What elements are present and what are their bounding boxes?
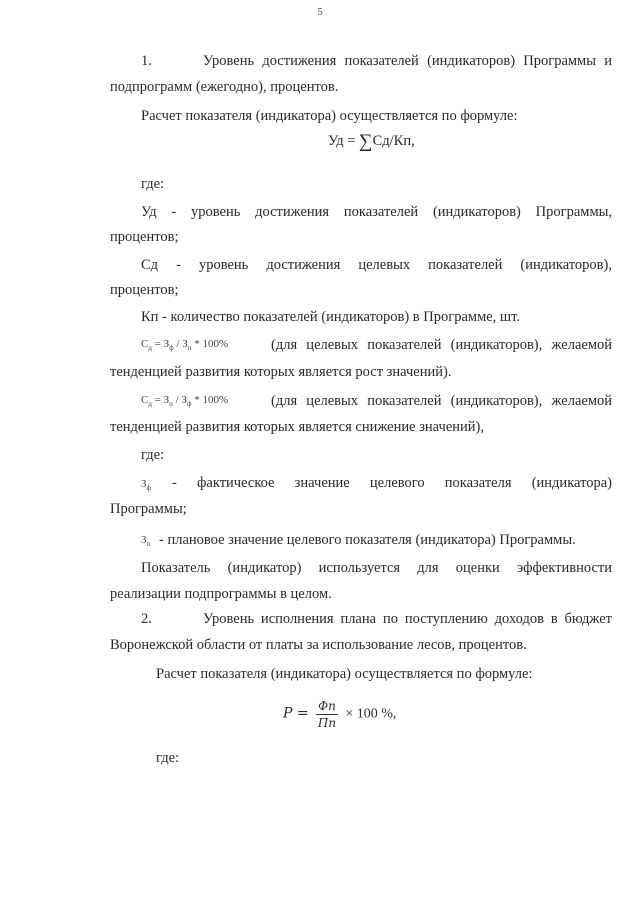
formula-growth-desc-line-1: (для целевых показателей (индикаторов), желаемой: [271, 337, 612, 353]
section-1-title-line-1: Уровень достижения показателей (индикаторов) Программы и: [203, 53, 612, 69]
sum-symbol: ∑: [359, 131, 373, 152]
formula-p-lhs: P =: [283, 705, 309, 722]
formula-p-rhs: × 100 %,: [345, 706, 397, 722]
formula-ud: [328, 131, 415, 153]
formula-sd-growth: $С_д = З_ф / З_п * 100\%$: [141, 338, 229, 352]
section-2-title-line-2: Воронежской области от платы за использование лесов, процентов.: [110, 637, 527, 653]
section-1-number: 1.: [141, 53, 152, 69]
where-label-2: где:: [141, 447, 165, 463]
where-label-3: где:: [156, 750, 180, 766]
formula-ud-rhs: Сд/Кп,: [372, 133, 415, 149]
zf-symbol: $З_ф$: [141, 478, 152, 492]
formula-decrease-desc-line-2: тенденцией развития которых является снижение значений),: [110, 419, 484, 435]
formula-p: [283, 699, 396, 730]
ud-definition-line-1: Уд - уровень достижения показателей (индикаторов) Программы,: [141, 204, 612, 220]
section-2-calc-text: Расчет показателя (индикатора) осуществляется по формуле:: [156, 666, 533, 682]
page-number: 5: [317, 6, 323, 18]
zp-definition: - плановое значение целевого показателя (индикатора) Программы.: [159, 532, 576, 548]
zp-symbol: $З_п$: [141, 534, 151, 548]
sd-definition-line-1: Сд - уровень достижения целевых показателей (индикаторов),: [141, 257, 612, 273]
section-2-title-line-1: Уровень исполнения плана по поступлению доходов в бюджет: [203, 611, 612, 627]
kp-definition: Кп - количество показателей (индикаторов) в Программе, шт.: [141, 309, 520, 325]
zf-definition-line-2: Программы;: [110, 501, 187, 517]
usage-line-2: реализации подпрограммы в целом.: [110, 586, 332, 602]
formula-ud-lhs: Уд =: [328, 133, 360, 149]
fraction-denominator: Пп: [317, 716, 337, 730]
formula-sd-decrease: $С_д = З_п / З_ф * 100\%$: [141, 394, 229, 408]
usage-line-1: Показатель (индикатор) используется для оценки эффективности: [141, 560, 612, 576]
zf-definition-line-1: - фактическое значение целевого показателя (индикатора): [172, 475, 612, 491]
fraction-numerator: Фп: [318, 699, 336, 713]
formula-decrease-desc-line-1: (для целевых показателей (индикаторов), желаемой: [271, 393, 612, 409]
section-1-title-line-2: подпрограмм (ежегодно), процентов.: [110, 79, 339, 95]
sd-definition-line-2: процентов;: [110, 282, 179, 298]
ud-definition-line-2: процентов;: [110, 229, 179, 245]
where-label-1: где:: [141, 176, 165, 192]
formula-growth-desc-line-2: тенденцией развития которых является рост значений).: [110, 364, 452, 380]
section-2-number: 2.: [141, 611, 152, 627]
section-1-calc-text: Расчет показателя (индикатора) осуществляется по формуле:: [141, 108, 518, 124]
formula-p-fraction: [316, 699, 338, 730]
